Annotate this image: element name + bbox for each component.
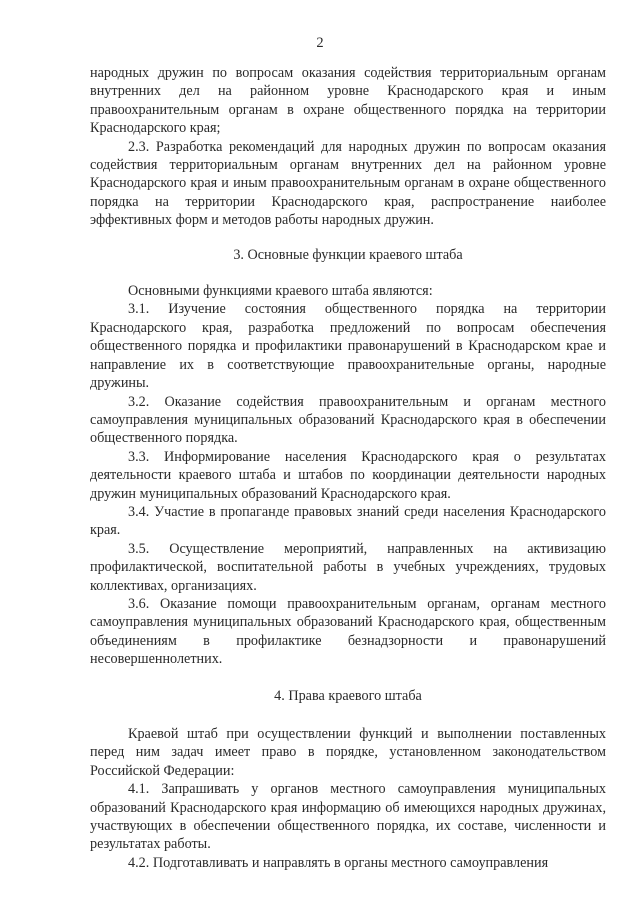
item-4-1: 4.1. Запрашивать у органов местного самоуправления муниципальных образований Краснодарского края информацию об имеющихся народных дружинах, участвующих в обеспечении общественного порядка, их составе, численности и результатах работы. xyxy=(90,781,606,853)
item-3-5: 3.5. Осуществление мероприятий, направленных на активизацию профилактической, воспитательной работы в учебных учреждениях, трудовых коллективах, организациях. xyxy=(90,540,606,594)
item-3-1: 3.1. Изучение состояния общественного порядка на территории Краснодарского края, разработка предложений по вопросам обеспечения общественного порядка и профилактики правонарушений в Краснодарском крае и направление их в соответствующие правоохранительные органы, народные дружины. xyxy=(90,301,606,392)
paragraph-2-3: 2.3. Разработка рекомендаций для народных дружин по вопросам оказания содействия территориальным органам внутренних дел на районном уровне Краснодарского края и иным правоохранительным органам в охране общественного порядка на территории Краснодарского края, распространение наиболее эффективных форм и методов работы народных дружин. xyxy=(90,138,606,229)
paragraph-continuation: народных дружин по вопросам оказания содействия территориальным органам внутренних дел на районном уровне Краснодарского края и иным правоохранительным органам в охране общественного порядка на территории Краснодарского края; xyxy=(90,65,606,137)
section-4-intro: Краевой штаб при осуществлении функций и выполнении поставленных перед ним задач имеет право в порядке, установленном законодательством Российской Федерации: xyxy=(90,726,606,779)
section-3-intro: Основными функциями краевого штаба являются: xyxy=(128,283,433,300)
page-number: 2 xyxy=(316,35,324,51)
item-3-4: 3.4. Участие в пропаганде правовых знаний среди населения Краснодарского края. xyxy=(90,503,606,539)
item-3-2: 3.2. Оказание содействия правоохранительным и органам местного самоуправления муниципальных образований Краснодарского края в обеспечении общественного порядка. xyxy=(90,393,606,447)
item-4-2: 4.2. Подготавливать и направлять в органы местного самоуправления xyxy=(128,854,549,871)
section-4-heading: 4. Права краевого штаба xyxy=(274,687,422,704)
section-3-heading: 3. Основные функции краевого штаба xyxy=(233,246,463,263)
item-3-6: 3.6. Оказание помощи правоохранительным органам, органам местного самоуправления муниципальных образований Краснодарского края, общественным объединениям в профилактике безнадзорности и правонарушений несовершеннолетних. xyxy=(90,595,606,668)
item-3-3: 3.3. Информирование населения Краснодарского края о результатах деятельности краевого штаба и штабов по координации деятельности народных дружин муниципальных образований Краснодарского края. xyxy=(90,448,606,502)
document-body xyxy=(90,64,606,872)
